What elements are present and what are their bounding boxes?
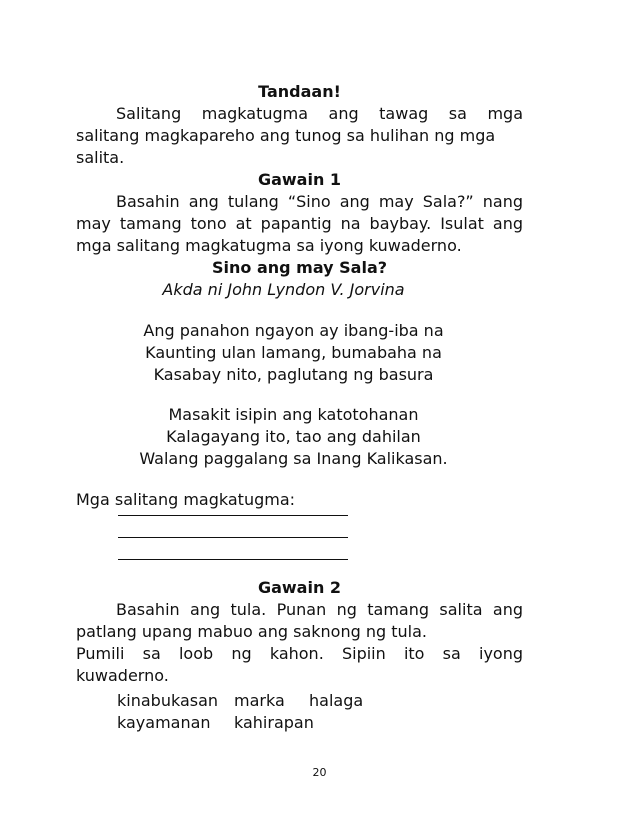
gawain2-heading: Gawain 2: [257, 578, 342, 597]
stanza2-line-2: Kalagayang ito, tao ang dahilan: [166, 427, 421, 446]
stanza1-line-1: Ang panahon ngayon ay ibang-iba na: [143, 321, 444, 340]
gawain1-heading: Gawain 1: [257, 170, 342, 189]
gawain2-line-1: Basahin ang tula. Punan ng tamang salita ang: [116, 600, 523, 619]
tandaan-line-2: salitang magkapareho ang tunog sa hulihan ng mga: [76, 126, 496, 145]
choice-word: marka: [234, 691, 285, 710]
answer-blank-line[interactable]: [118, 515, 348, 516]
tandaan-line-3: salita.: [76, 148, 125, 167]
answer-blank-line[interactable]: [118, 537, 348, 538]
choice-word: kayamanan: [117, 713, 211, 732]
stanza1-line-3: Kasabay nito, paglutang ng basura: [153, 365, 434, 384]
tandaan-heading: Tandaan!: [258, 82, 341, 101]
gawain2-line-3: Pumili sa loob ng kahon. Sipiin ito sa iyong: [76, 644, 523, 663]
choices-row-1: [117, 690, 363, 712]
answer-blank-line[interactable]: [118, 559, 348, 560]
choice-word: kahirapan: [234, 713, 314, 732]
gawain1-line-3: mga salitang magkatugma sa iyong kuwaderno.: [76, 236, 462, 255]
gawain1-line-2: may tamang tono at papantig na baybay. Isulat ang: [76, 214, 523, 233]
stanza2-line-3: Walang paggalang sa Inang Kalikasan.: [139, 449, 448, 468]
poem-author: Akda ni John Lyndon V. Jorvina: [162, 280, 405, 299]
choice-word: kinabukasan: [117, 691, 219, 710]
tandaan-line-1: Salitang magkatugma ang tawag sa mga: [116, 104, 523, 123]
gawain1-line-1: Basahin ang tulang “Sino ang may Sala?” nang: [116, 192, 523, 211]
answers-label: Mga salitang magkatugma:: [76, 490, 296, 509]
gawain2-line-2: patlang upang mabuo ang saknong ng tula.: [76, 622, 427, 641]
page-number: 20: [312, 766, 327, 779]
gawain2-line-4: kuwaderno.: [76, 666, 169, 685]
stanza1-line-2: Kaunting ulan lamang, bumabaha na: [145, 343, 442, 362]
choice-word: halaga: [309, 691, 364, 710]
stanza2-line-1: Masakit isipin ang katotohanan: [168, 405, 419, 424]
poem-title: Sino ang may Sala?: [211, 258, 388, 277]
choices-row-2: [117, 712, 314, 734]
